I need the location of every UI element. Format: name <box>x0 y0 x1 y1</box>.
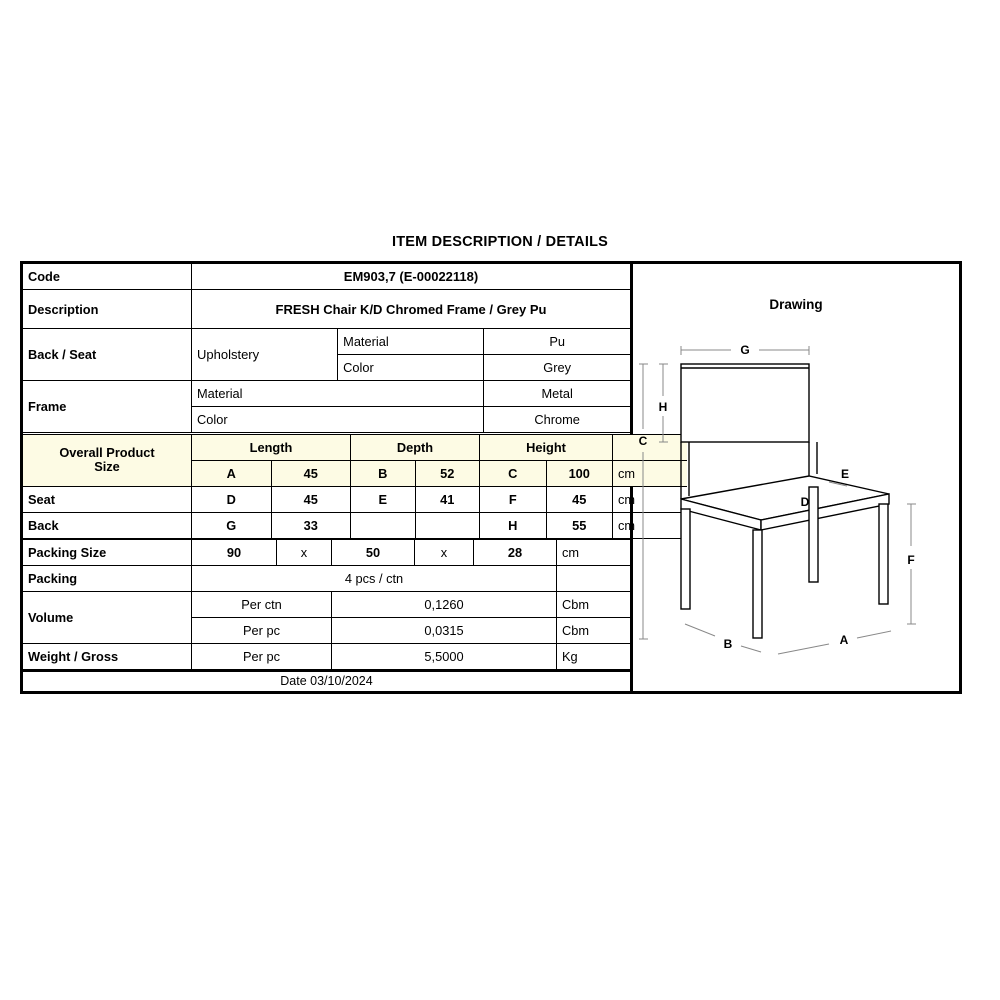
overall-size-label-line2: Size <box>94 459 120 474</box>
overall-height-key: C <box>480 460 547 486</box>
back-depth-key <box>351 512 416 538</box>
table-row-volume-per-ctn <box>23 592 630 618</box>
size-table-back-row <box>23 512 687 538</box>
size-table-header-row <box>23 434 687 460</box>
drawing-title: Drawing <box>769 297 823 312</box>
seat-depth-value: 41 <box>415 486 480 512</box>
code-value: EM903,7 (E-00022118) <box>192 264 631 290</box>
description-label: Description <box>23 290 192 329</box>
table-row-weight <box>23 644 630 670</box>
drawing-pane <box>633 264 959 691</box>
volume-per-ctn-unit: Cbm <box>557 592 631 618</box>
volume-label: Volume <box>23 592 192 644</box>
frame-color-value: Chrome <box>484 407 630 433</box>
packing-x2: x <box>415 540 474 566</box>
back-unit: cm <box>613 512 688 538</box>
seat-length-value: 45 <box>271 486 351 512</box>
back-label: Back <box>23 512 192 538</box>
seat-height-key: F <box>480 486 547 512</box>
dim-label-f: F <box>907 553 915 567</box>
table-row-packing <box>23 566 630 592</box>
seat-depth-key: E <box>351 486 416 512</box>
page-title: ITEM DESCRIPTION / DETAILS <box>392 234 608 250</box>
back-length-key: G <box>192 512 272 538</box>
weight-per-pc-label: Per pc <box>192 644 332 670</box>
back-length-value: 33 <box>271 512 351 538</box>
description-value: FRESH Chair K/D Chromed Frame / Grey Pu <box>192 290 631 329</box>
spec-left-pane <box>23 264 636 691</box>
volume-per-pc-unit: Cbm <box>557 618 631 644</box>
back-height-key: H <box>480 512 547 538</box>
packing-height: 28 <box>474 540 557 566</box>
table-row-frame-material <box>23 381 630 407</box>
packing-x1: x <box>277 540 332 566</box>
packing-width: 50 <box>332 540 415 566</box>
weight-value: 5,5000 <box>332 644 557 670</box>
overall-depth-key: B <box>351 460 416 486</box>
dim-label-g: G <box>740 343 750 357</box>
packing-label: Packing <box>23 566 192 592</box>
dim-label-e: E <box>840 467 850 481</box>
table-row-description <box>23 290 630 329</box>
dim-label-d: D <box>800 495 810 509</box>
item-details-table <box>23 264 630 433</box>
volume-per-ctn-label: Per ctn <box>192 592 332 618</box>
frame-label: Frame <box>23 381 192 433</box>
chair-drawing <box>633 324 959 684</box>
volume-per-pc-value: 0,0315 <box>332 618 557 644</box>
weight-label: Weight / Gross <box>23 644 192 670</box>
packing-table <box>23 539 630 669</box>
upholstery-color-value: Grey <box>484 355 630 381</box>
frame-material-label: Material <box>192 381 484 407</box>
seat-unit: cm <box>613 486 688 512</box>
packing-unit: cm <box>557 540 631 566</box>
table-row-code <box>23 264 630 290</box>
upholstery-color-label: Color <box>338 355 484 381</box>
seat-height-value: 45 <box>546 486 613 512</box>
col-header-height: Height <box>480 434 613 460</box>
dim-label-b: B <box>723 637 733 651</box>
overall-unit: cm <box>613 460 688 486</box>
overall-size-label-line1: Overall Product <box>59 444 155 460</box>
size-table <box>23 434 687 539</box>
volume-per-ctn-value: 0,1260 <box>332 592 557 618</box>
back-seat-label: Back / Seat <box>23 329 192 381</box>
volume-per-pc-label: Per pc <box>192 618 332 644</box>
col-header-length: Length <box>192 434 351 460</box>
code-label: Code <box>23 264 192 290</box>
upholstery-material-label: Material <box>338 329 484 355</box>
overall-size-label <box>23 434 192 486</box>
dim-label-h: H <box>658 400 668 414</box>
upholstery-material-value: Pu <box>484 329 630 355</box>
frame-material-value: Metal <box>484 381 630 407</box>
packing-length: 90 <box>192 540 277 566</box>
overall-length-value: 45 <box>271 460 351 486</box>
overall-length-key: A <box>192 460 272 486</box>
table-row-packing-size <box>23 540 630 566</box>
weight-unit: Kg <box>557 644 631 670</box>
packing-unit-blank <box>557 566 631 592</box>
seat-label: Seat <box>23 486 192 512</box>
overall-depth-value: 52 <box>415 460 480 486</box>
packing-size-label: Packing Size <box>23 540 192 566</box>
spec-sheet-frame <box>20 261 962 694</box>
seat-length-key: D <box>192 486 272 512</box>
size-table-seat-row <box>23 486 687 512</box>
back-depth-value <box>415 512 480 538</box>
table-row-back-seat-material <box>23 329 630 355</box>
col-header-depth: Depth <box>351 434 480 460</box>
back-height-value: 55 <box>546 512 613 538</box>
packing-value: 4 pcs / ctn <box>192 566 557 592</box>
dim-label-a: A <box>839 633 849 647</box>
footer-date: Date 03/10/2024 <box>23 669 630 691</box>
overall-height-value: 100 <box>546 460 613 486</box>
frame-color-label: Color <box>192 407 484 433</box>
dim-label-c: C <box>638 434 648 448</box>
upholstery-label: Upholstery <box>192 329 338 381</box>
